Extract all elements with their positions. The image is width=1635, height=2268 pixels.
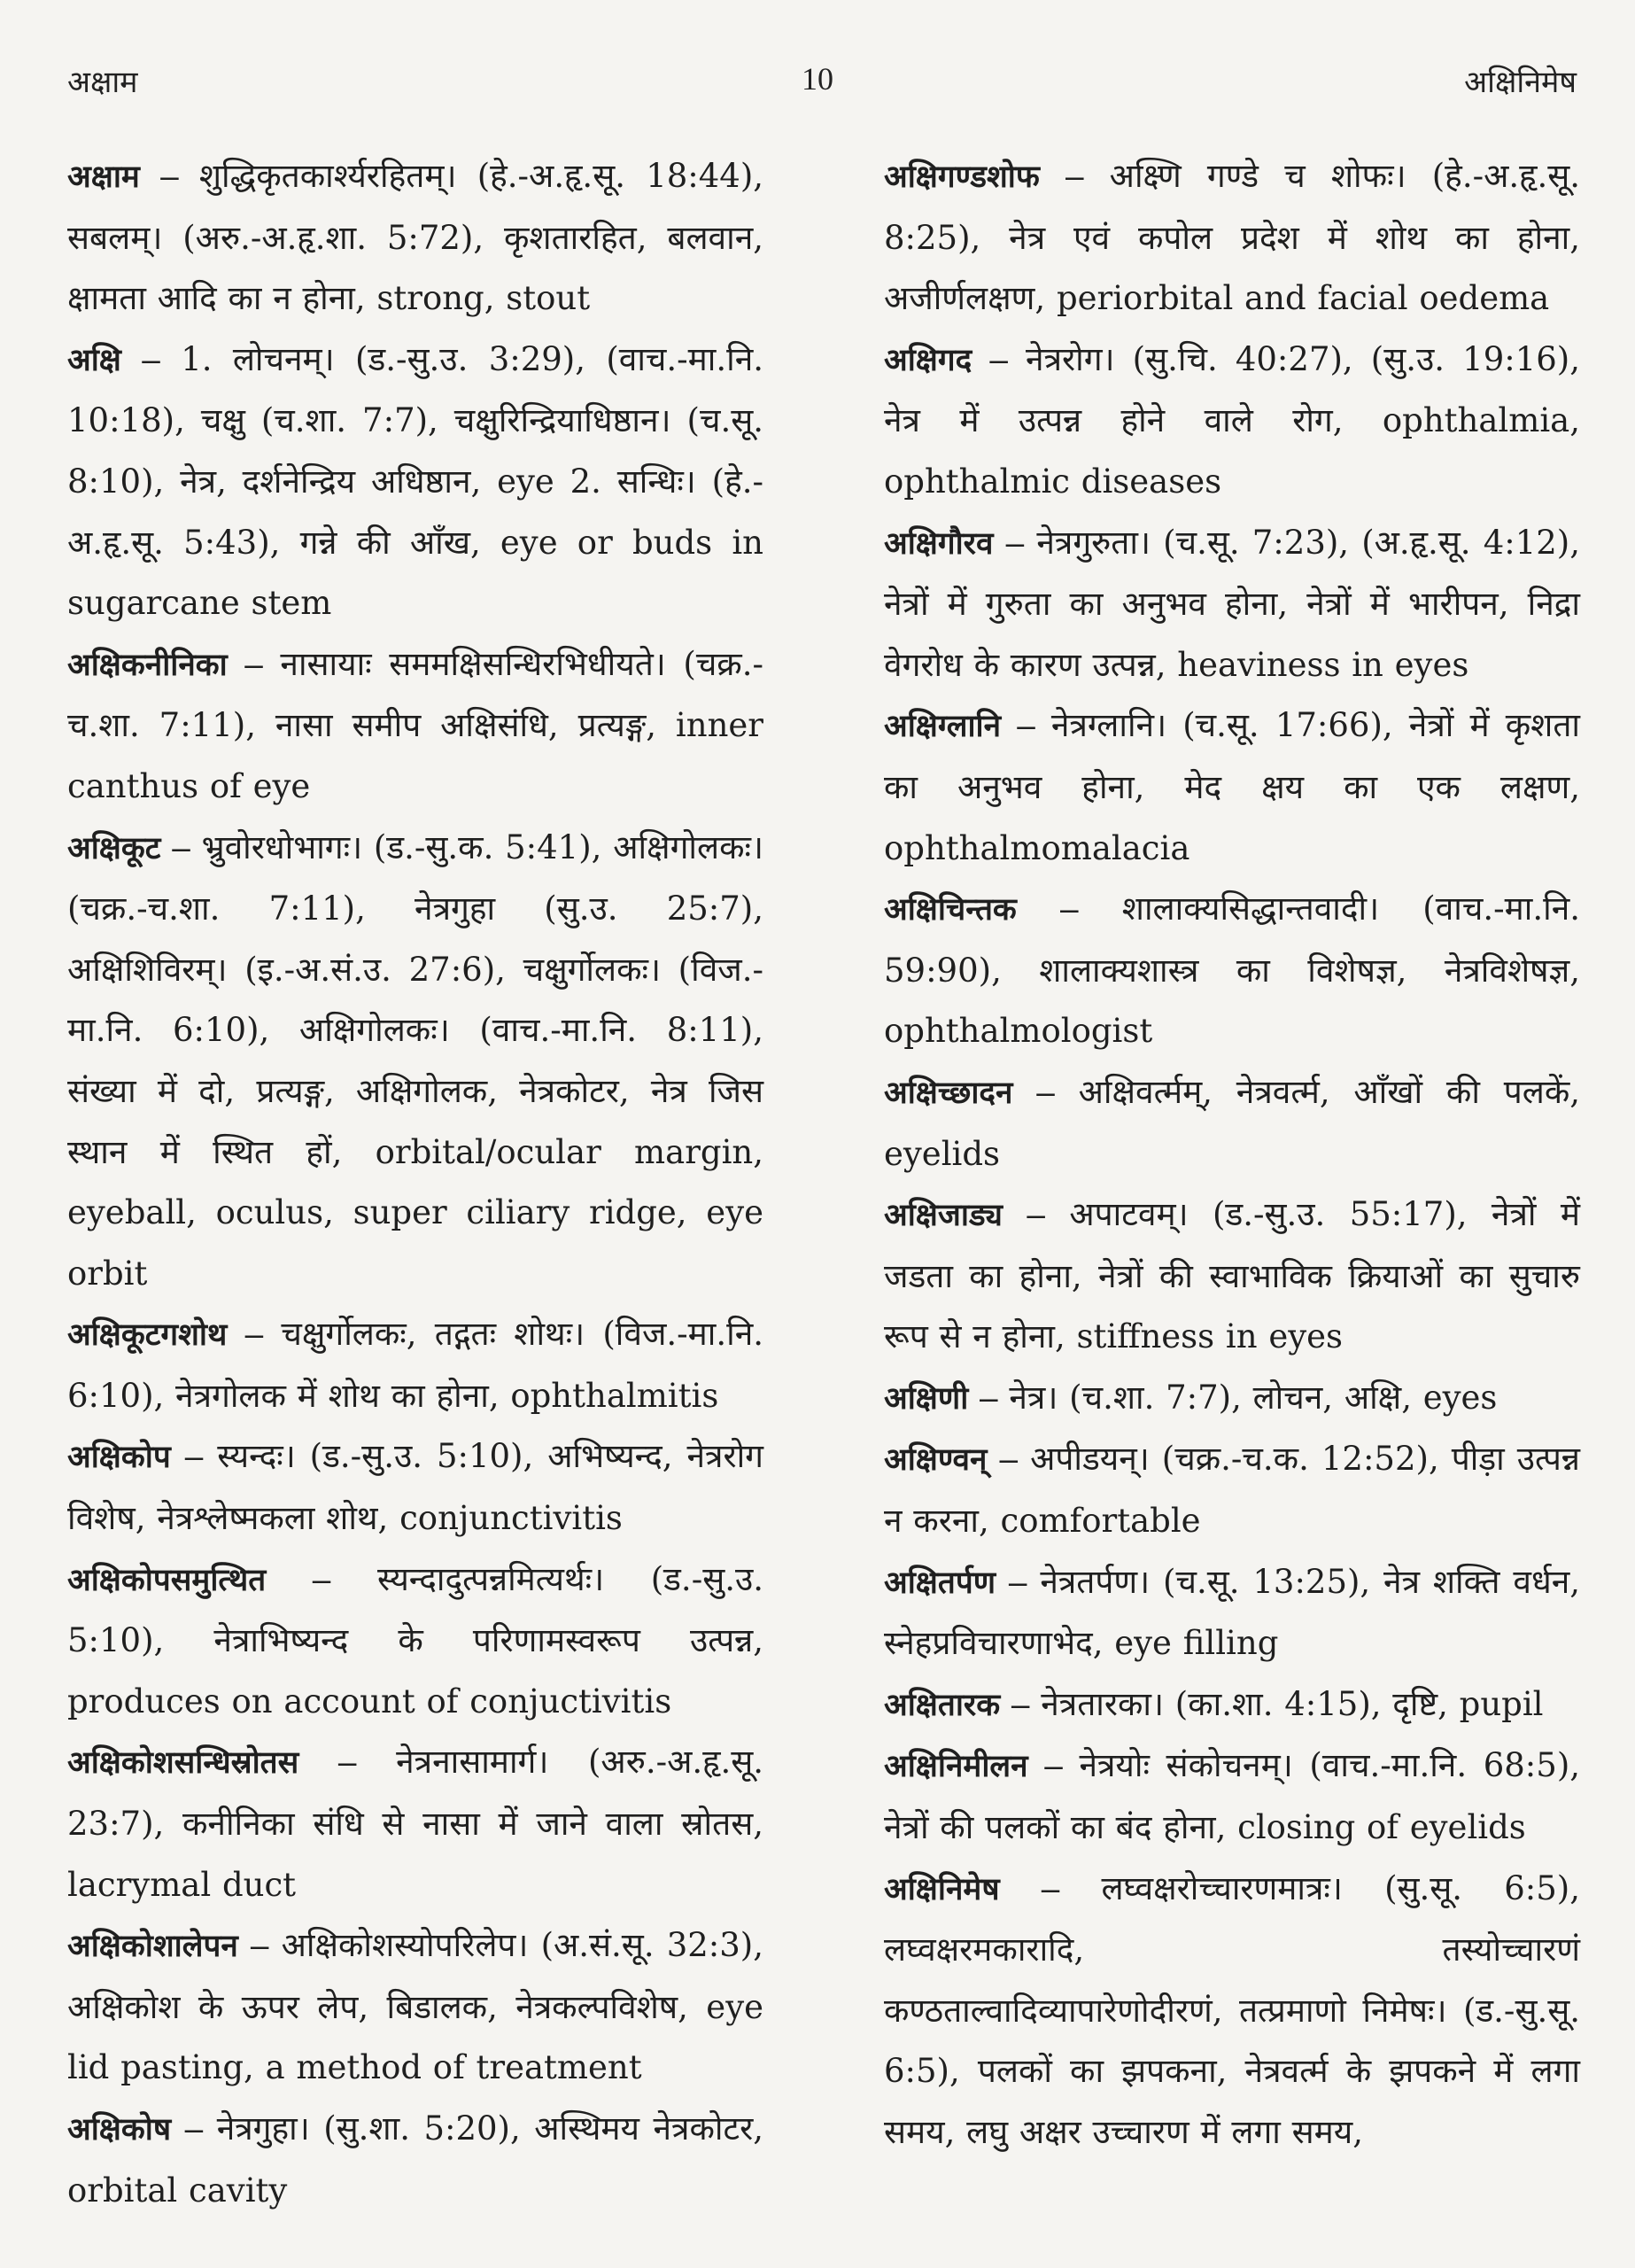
dictionary-entry [884, 695, 1580, 879]
entry-definition: नेत्रनासामार्ग। (अरु.-अ.हृ.सू. 23:7), कनीनिका संधि से नासा में जाने वाला स्रोतस, lacrymal duct [67, 1743, 764, 1904]
entry-dash: – [1060, 890, 1079, 928]
dictionary-entry [884, 1062, 1580, 1184]
entry-definition: स्यन्दः। (ड.-सु.उ. 5:10), अभिष्यन्द, नेत्ररोग विशेष, नेत्रश्लेष्मकला शोथ, conjunctivitis [67, 1437, 764, 1538]
dictionary-entry [884, 879, 1580, 1062]
entry-definition: शुद्धिकृतकार्श्यरहितम्। (हे.-अ.हृ.सू. 18:44), सबलम्। (अरु.-अ.हृ.शा. 5:72), कृशतारहित, बलवान, क्षामता आदि का न होना, strong, stout [67, 157, 764, 318]
entry-dash: – [142, 340, 160, 377]
entry-headword: अक्षिकोप [67, 1440, 171, 1476]
entry-definition: नेत्र। (च.शा. 7:7), लोचन, अक्षि, eyes [1009, 1378, 1498, 1417]
entry-headword: अक्षिग्लानि [884, 709, 1002, 745]
entry-dash: – [160, 158, 179, 194]
entry-dash: – [312, 1560, 331, 1597]
entry-headword: अक्षिचिन्तक [884, 892, 1017, 928]
entry-dash: – [244, 1316, 264, 1353]
left-column [67, 146, 763, 2221]
dictionary-entry [67, 330, 763, 634]
dictionary-entry [884, 1552, 1580, 1674]
entry-dash: – [337, 1744, 357, 1781]
entry-definition: नेत्रतर्पण। (च.सू. 13:25), नेत्र शक्ति वर्धन, स्नेहप्रविचारणाभेद, eye filling [884, 1562, 1580, 1663]
entry-headword: अक्षिकोष [67, 2112, 172, 2148]
dictionary-entry [67, 1732, 763, 1915]
dictionary-entry [884, 1184, 1580, 1368]
entry-definition: लघ्वक्षरोच्चारणमात्रः। (सु.सू. 6:5), लघ्वक्षरमकारादि, तस्योच्चारणं कण्ठताल्वादिव्यापारेणोदीरणं, तत्प्रमाणो निमेषः। (ड.-सु.सू. 6:5), पलकों का झपकना, नेत्रवर्त्म के झपकने में लगा समय, लघु अक्षर उच्चारण में लगा समय, [884, 1868, 1580, 2151]
entry-definition: अक्ष्णि गण्डे च शोफः। (हे.-अ.हृ.सू. 8:25), नेत्र एवं कपोल प्रदेश में शोथ का होना, अजीर्णलक्षण, periorbital and facial oedema [884, 157, 1580, 318]
entry-dash: – [1041, 1869, 1060, 1907]
entry-headword: अक्षिकूट [67, 830, 161, 866]
entry-definition: चक्षुर्गोलकः, तद्गतः शोथः। (विज.-मा.नि. 6:10), नेत्रगोलक में शोथ का होना, ophthalmitis [67, 1315, 764, 1415]
dictionary-entry [67, 1915, 763, 2099]
entry-definition: नेत्ररोग। (सु.चि. 40:27), (सु.उ. 19:16), नेत्र में उत्पन्न होने वाले रोग, ophthalmia, ophthalmic diseases [884, 339, 1580, 501]
entry-headword: अक्षिनिमीलन [884, 1749, 1028, 1785]
entry-dash: – [184, 2110, 204, 2147]
entry-dash: – [1008, 1563, 1027, 1600]
entry-headword: अक्षिण्वन् [884, 1442, 988, 1479]
running-head-left: अक्षाम [67, 66, 138, 99]
entry-dash: – [250, 1927, 269, 1964]
dictionary-entry [67, 1550, 763, 1733]
entry-definition: अक्षिवर्त्मम्, नेत्रवर्त्म, आँखों की पलकें, eyelids [884, 1072, 1581, 1173]
entry-dash: – [1017, 707, 1035, 744]
entry-headword: अक्षितारक [884, 1687, 1001, 1723]
dictionary-entry [67, 1304, 763, 1426]
entry-definition: अक्षिकोशस्योपरिलेप। (अ.सं.सू. 32:3), अक्षिकोश के ऊपर लेप, बिडालक, नेत्रकल्पविशेष, eye lid pasting, a method of treatment [67, 1926, 763, 2087]
entry-dash: – [1036, 1073, 1055, 1110]
page-number: 10 [802, 61, 833, 97]
entry-headword: अक्षिजाड्य [884, 1198, 1003, 1234]
entry-definition: अपाटवम्। (ड.-सु.उ. 55:17), नेत्रों में जडता का होना, नेत्रों की स्वाभाविक क्रियाओं का सुचारु रूप से न होना, stiffness in eyes [884, 1195, 1581, 1356]
entry-headword: अक्षिकनीनिका [67, 647, 228, 683]
dictionary-entry [884, 1736, 1580, 1858]
entry-dash: – [172, 828, 190, 866]
dictionary-entry [884, 513, 1580, 696]
dictionary-entry [884, 330, 1580, 513]
running-head-right: अक्षिनिमेष [1464, 66, 1577, 99]
entry-definition: नेत्रगुहा। (सु.शा. 5:20), अस्थिमय नेत्रकोटर, orbital cavity [67, 2109, 763, 2210]
dictionary-entry [67, 146, 763, 330]
entry-definition: नेत्रग्लानि। (च.सू. 17:66), नेत्रों में कृशता का अनुभव होना, मेद क्षय का एक लक्षण, ophthalmomalacia [884, 706, 1581, 867]
entry-definition: नेत्रयोः संकोचनम्। (वाच.-मा.नि. 68:5), नेत्रों की पलकों का बंद होना, closing of eyelids [884, 1746, 1581, 1847]
entry-dash: – [184, 1438, 204, 1475]
entry-definition: भ्रुवोरधोभागः। (ड.-सु.क. 5:41), अक्षिगोलकः। (चक्र.-च.शा. 7:11), नेत्रगुहा (सु.उ. 25:7), अक्षिशिविरम्। (इ.-अ.सं.उ. 27:6), चक्षुर्गोलकः। (विज.-मा.नि. 6:10), अक्षिगोलकः। (वाच.-मा.नि. 8:11), संख्या में दो, प्रत्यङ्ग, अक्षिगोलक, नेत्रकोटर, नेत्र जिस स्थान में स्थित हों, orbital/ocular margin, eyeball, oculus, super ciliary ridge, eye orbit [67, 827, 763, 1293]
entry-headword: अक्षिणी [884, 1380, 969, 1417]
dictionary-entry [884, 1674, 1580, 1736]
entry-headword: अक्षिगद [884, 342, 972, 378]
dictionary-entry [884, 1859, 1580, 2163]
entry-headword: अक्षिकोशसन्धिस्रोतस [67, 1745, 299, 1782]
entry-headword: अक्षितर्पण [884, 1565, 996, 1601]
entry-dash: – [1044, 1747, 1063, 1784]
entry-dash: – [1065, 158, 1084, 194]
entry-headword: अक्षिकोपसमुत्थित [67, 1562, 267, 1598]
entry-definition: नेत्रगुरुता। (च.सू. 7:23), (अ.हृ.सू. 4:12), नेत्रों में गुरुता का अनुभव होना, नेत्रों में भारीपन, निद्रा वेगरोध के कारण उत्पन्न, heaviness in eyes [884, 523, 1581, 684]
entry-headword: अक्षिकोशालेपन [67, 1929, 238, 1965]
entry-dash: – [989, 340, 1008, 377]
entry-headword: अक्षिनिमेष [884, 1871, 1000, 1907]
entry-dash: – [999, 1441, 1019, 1478]
entry-dash: – [244, 645, 263, 682]
entry-headword: अक्षिगौरव [884, 525, 994, 562]
entry-definition: शालाक्यसिद्धान्तवादी। (वाच.-मा.नि. 59:90), शालाक्यशास्त्र का विशेषज्ञ, नेत्रविशेषज्ञ, ophthalmologist [884, 889, 1580, 1051]
entry-headword: अक्षाम [67, 159, 140, 195]
entry-headword: अक्षिकूटगशोथ [67, 1317, 228, 1354]
entry-definition: अपीडयन्। (चक्र.-च.क. 12:52), पीड़ा उत्पन्न न करना, comfortable [884, 1440, 1581, 1541]
dictionary-entry [67, 818, 763, 1305]
entry-definition: नेत्रतारका। (का.शा. 4:15), दृष्टि, pupil [1041, 1684, 1544, 1723]
dictionary-entry [67, 2099, 763, 2221]
dictionary-entry [884, 146, 1580, 330]
entry-definition: 1. लोचनम्। (ड.-सु.उ. 3:29), (वाच.-मा.नि. 10:18), चक्षु (च.शा. 7:7), चक्षुरिन्द्रियाधिष्ठान। (च.सू. 8:10), नेत्र, दर्शनेन्द्रिय अधिष्ठान, eye 2. सन्धिः। (हे.-अ.हृ.सू. 5:43), गन्ने की आँख, eye or buds in sugarcane stem [67, 339, 764, 623]
entry-dash: – [1011, 1685, 1030, 1722]
entry-headword: अक्षिच्छादन [884, 1075, 1013, 1111]
entry-headword: अक्षिगण्डशोफ [884, 159, 1040, 195]
entry-headword: अक्षि [67, 342, 121, 378]
entry-dash: – [1005, 524, 1025, 561]
dictionary-entry [884, 1368, 1580, 1430]
entry-definition: स्यन्दादुत्पन्नमित्यर्थः। (ड.-सु.उ. 5:10), नेत्राभिष्यन्द के परिणामस्वरूप उत्पन्न, produces on account of conjuctivitis [67, 1559, 764, 1720]
entry-dash: – [1027, 1196, 1045, 1233]
entry-dash: – [980, 1379, 998, 1416]
entry-definition: नासायाः सममक्षिसन्धिरभिधीयते। (चक्र.-च.शा. 7:11), नासा समीप अक्षिसंधि, प्रत्यङ्ग, inner canthus of eye [67, 644, 763, 805]
dictionary-entry [67, 634, 763, 818]
dictionary-entry [67, 1426, 763, 1549]
dictionary-entry [884, 1429, 1580, 1551]
right-column [884, 146, 1580, 2163]
